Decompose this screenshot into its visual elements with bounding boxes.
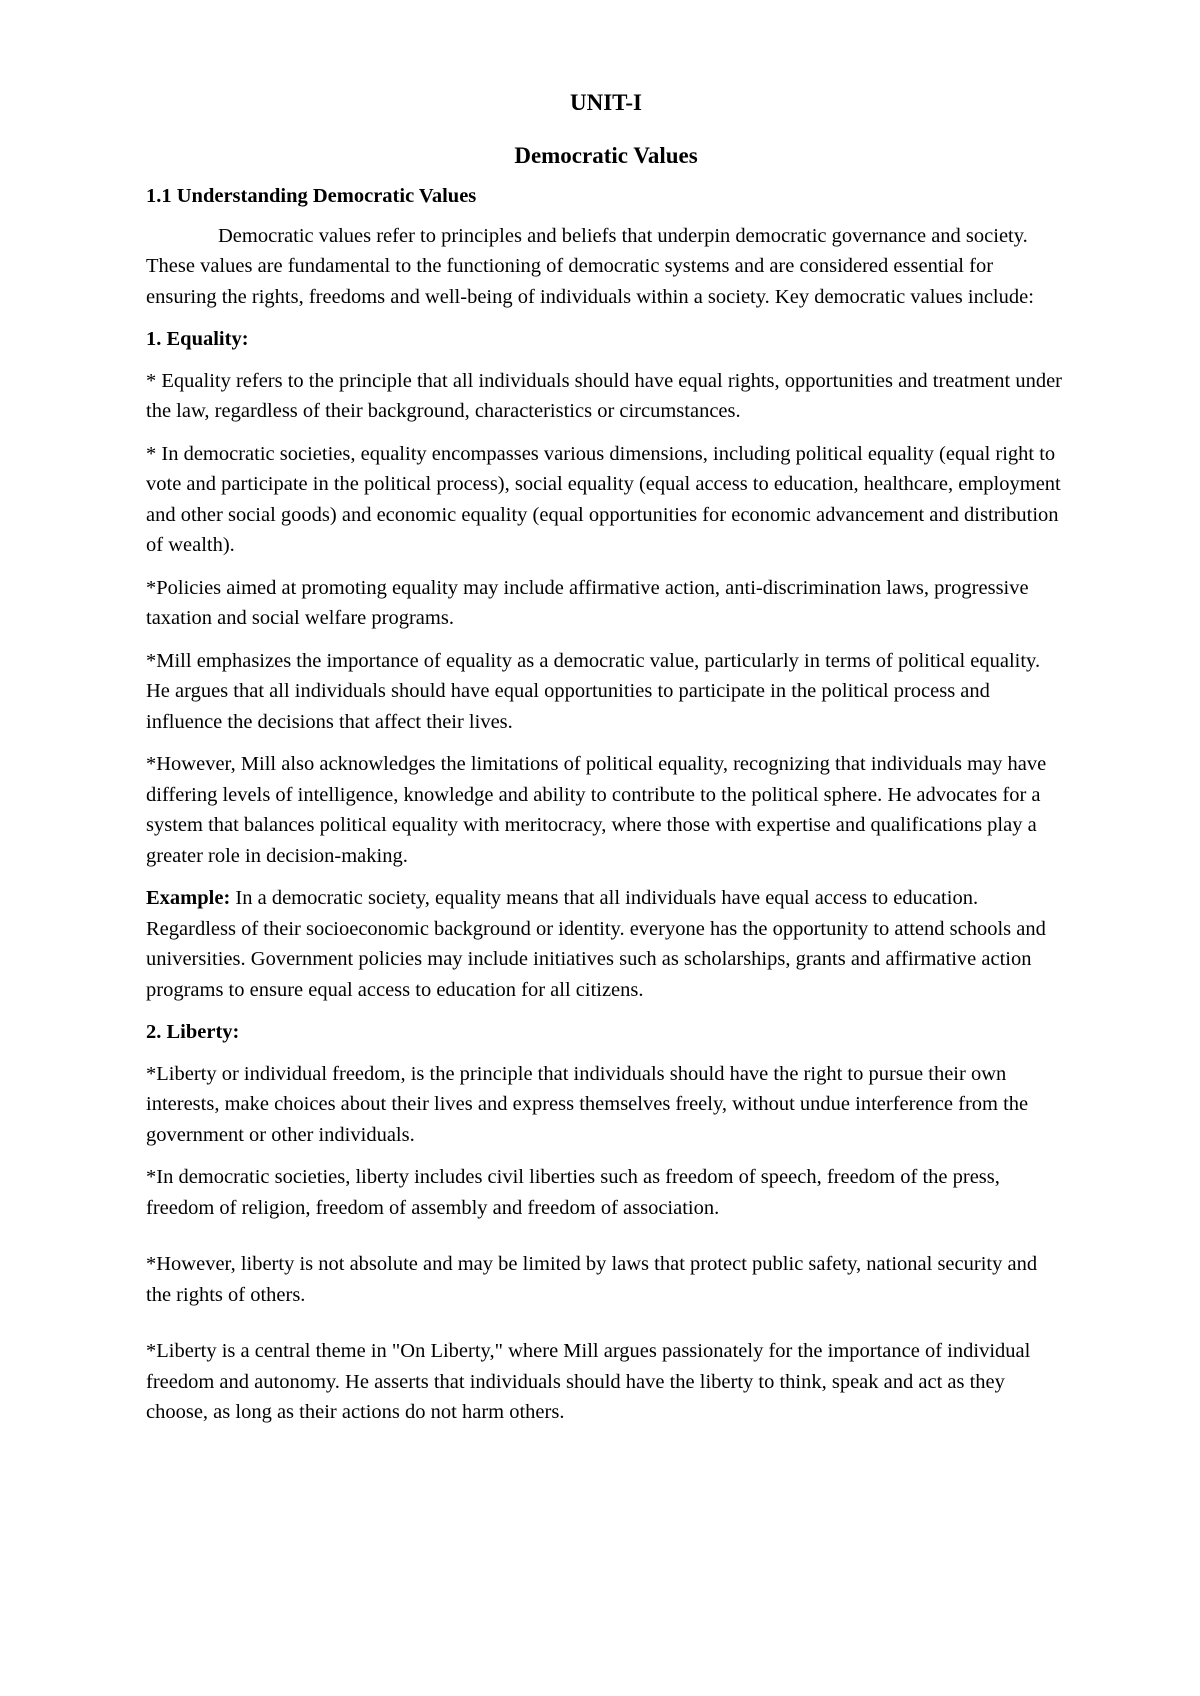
equality-point: *Policies aimed at promoting equality may include affirmative action, anti-discrimination laws, progressive taxation and social welfare programs. [146, 576, 1029, 629]
liberty-heading: 2. Liberty: [146, 1021, 240, 1043]
liberty-point: *In democratic societies, liberty includes civil liberties such as freedom of speech, freedom of the press, freedom of religion, freedom of assembly and freedom of association. [146, 1166, 1000, 1219]
intro-paragraph: Democratic values refer to principles and beliefs that underpin democratic governance and society. These values are fundamental to the functioning of democratic systems and are considered essential for ensuring the rights, freedoms and well-being of individuals within a society. Key democratic values include: [146, 224, 1034, 308]
document-page [146, 88, 1066, 1440]
equality-point: *Mill emphasizes the importance of equality as a democratic value, particularly in terms of political equality. He argues that all individuals should have equal opportunities to participate in the political process and influence the decisions that affect their lives. [146, 649, 1041, 733]
liberty-point: *However, liberty is not absolute and may be limited by laws that protect public safety, national security and the rights of others. [146, 1253, 1038, 1306]
unit-title: UNIT-I [569, 90, 642, 115]
example-text: In a democratic society, equality means that all individuals have equal access to education. Regardless of their socioeconomic background or identity. everyone has the opportunity to attend schools and universities. Government policies may include initiatives such as scholarships, grants and affirmative action programs to ensure equal access to education for all citizens. [146, 887, 1046, 1001]
equality-example [146, 883, 1066, 1005]
liberty-point: *Liberty is a central theme in "On Liberty," where Mill argues passionately for the importance of individual freedom and autonomy. He asserts that individuals should have the liberty to think, speak and act as they choose, as long as their actions do not harm others. [146, 1340, 1031, 1423]
equality-heading: 1. Equality: [146, 328, 249, 350]
equality-point: * In democratic societies, equality encompasses various dimensions, including political equality (equal right to vote and participate in the political process), social equality (equal access to education, healthcare, employment and other social goods) and economic equality (equal opportunities for economic advancement and distribution of wealth). [146, 442, 1061, 556]
chapter-title: Democratic Values [514, 142, 698, 168]
liberty-point: *Liberty or individual freedom, is the principle that individuals should have the right to pursue their own interests, make choices about their lives and express themselves freely, without undue interference from the government or other individuals. [146, 1062, 1029, 1146]
equality-point: * Equality refers to the principle that all individuals should have equal rights, opportunities and treatment under the law, regardless of their background, characteristics or circumstances. [146, 369, 1063, 422]
example-label: Example: [146, 887, 231, 909]
section-heading: 1.1 Understanding Democratic Values [146, 185, 477, 207]
equality-point: *However, Mill also acknowledges the limitations of political equality, recognizing that individuals may have differing levels of intelligence, knowledge and ability to contribute to the political sphere. He advocates for a system that balances political equality with meritocracy, where those with expertise and qualifications play a greater role in decision-making. [146, 753, 1047, 867]
